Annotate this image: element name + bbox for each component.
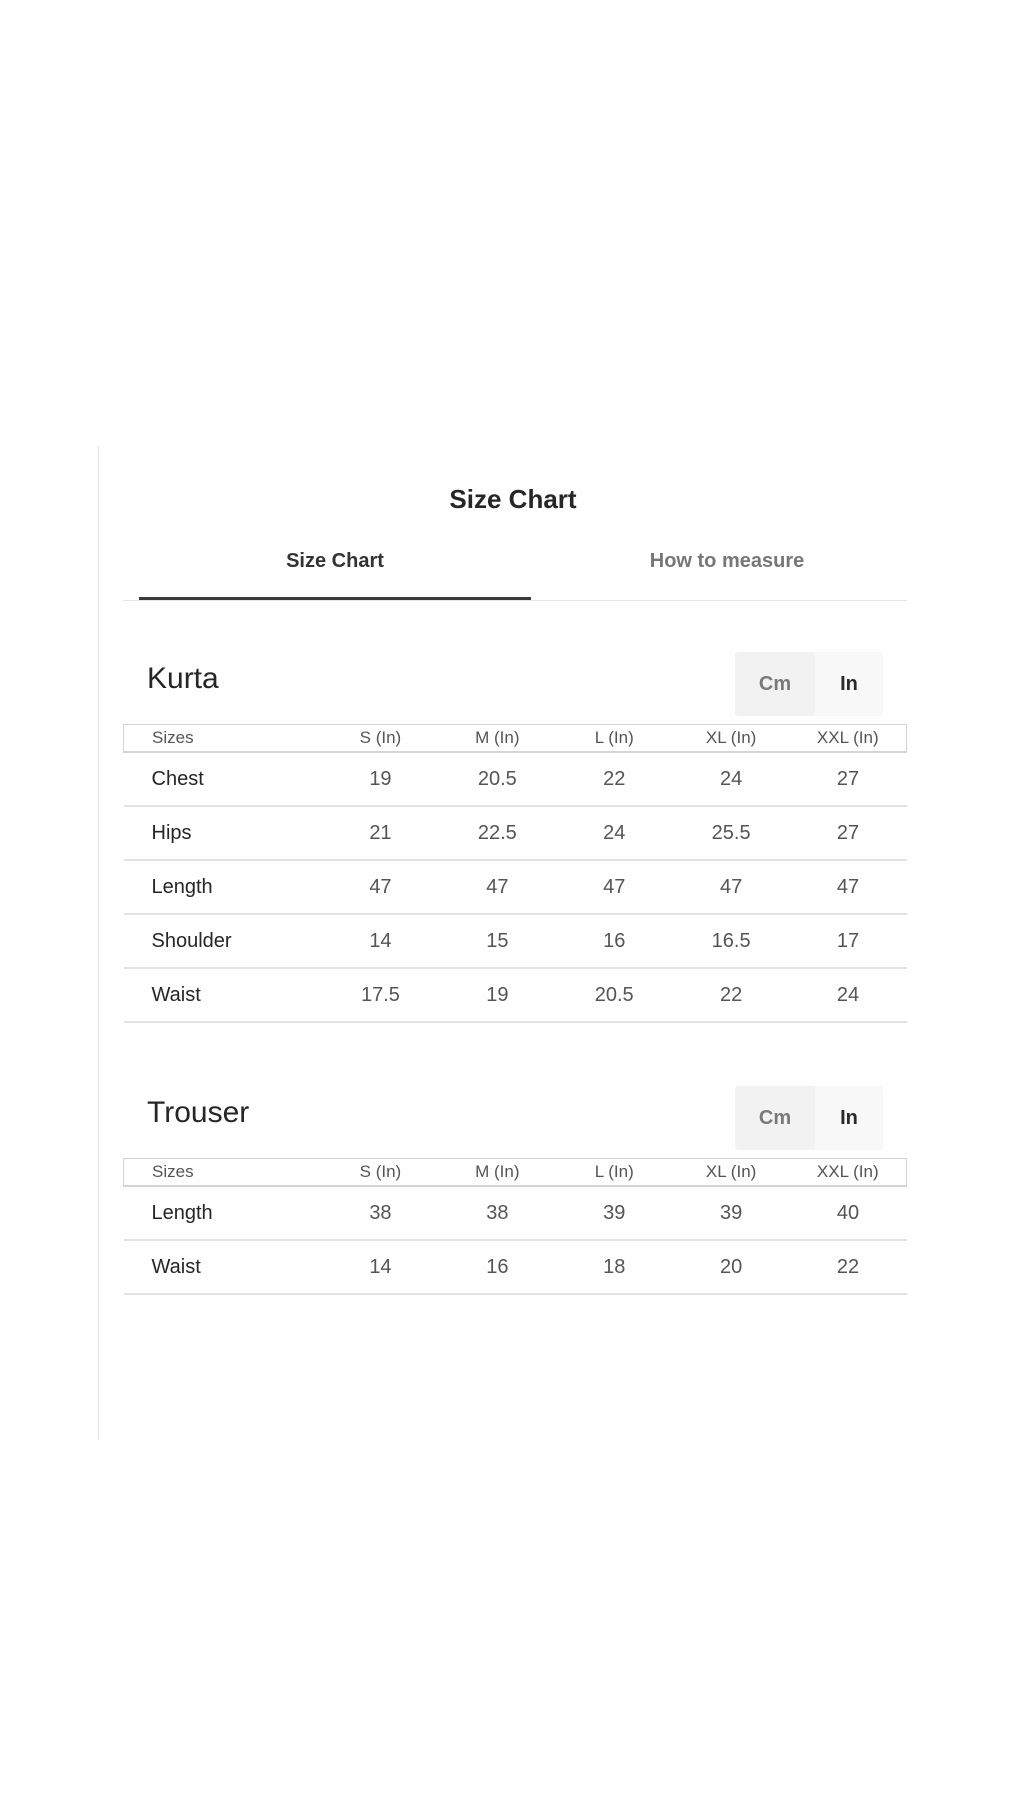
table-row [124,860,907,914]
table-cell: 47 [322,860,439,914]
table-row [124,968,907,1022]
table-cell: 15 [439,914,556,968]
table-cell: 17 [790,914,907,968]
table-cell: 38 [439,1186,556,1240]
column-header: XXL (In) [790,1159,907,1187]
column-header: Sizes [124,1159,323,1187]
table-cell: 40 [790,1186,907,1240]
table-cell: 39 [673,1186,790,1240]
column-header: XXL (In) [790,725,907,753]
table-cell: 24 [673,752,790,806]
column-header: S (In) [322,725,439,753]
column-header: XL (In) [673,725,790,753]
table-cell: 18 [556,1240,673,1294]
row-label: Waist [124,1240,323,1294]
table-cell: 19 [439,968,556,1022]
table-cell: 16 [556,914,673,968]
column-header: M (In) [439,725,556,753]
table-cell: 22 [790,1240,907,1294]
table-cell: 24 [790,968,907,1022]
unit-cm-button[interactable]: Cm [735,1086,815,1150]
unit-in-button[interactable]: In [815,652,883,716]
table-cell: 20.5 [556,968,673,1022]
trouser-section [123,1072,907,1295]
table-row [124,914,907,968]
table-header-row [124,1159,907,1187]
table-cell: 21 [322,806,439,860]
row-label: Chest [124,752,323,806]
table-cell: 22.5 [439,806,556,860]
column-header: S (In) [322,1159,439,1187]
table-cell: 14 [322,914,439,968]
table-cell: 39 [556,1186,673,1240]
page-title: Size Chart [449,484,577,514]
table-cell: 27 [790,752,907,806]
trouser-header [123,1072,907,1158]
table-cell: 14 [322,1240,439,1294]
unit-toggle [735,1086,883,1150]
row-label: Length [124,860,323,914]
table-cell: 25.5 [673,806,790,860]
column-header: L (In) [556,1159,673,1187]
table-cell: 20 [673,1240,790,1294]
table-cell: 20.5 [439,752,556,806]
row-label: Hips [124,806,323,860]
kurta-section [123,638,907,1023]
trouser-size-table [123,1158,907,1295]
column-header: Sizes [124,725,323,753]
table-cell: 24 [556,806,673,860]
table-cell: 22 [556,752,673,806]
column-header: L (In) [556,725,673,753]
size-chart-panel [98,446,927,1440]
column-header: M (In) [439,1159,556,1187]
column-header: XL (In) [673,1159,790,1187]
table-cell: 22 [673,968,790,1022]
tab-bar [123,546,907,601]
row-label: Shoulder [124,914,323,968]
unit-cm-button[interactable]: Cm [735,652,815,716]
table-row [124,1186,907,1240]
table-cell: 27 [790,806,907,860]
table-row [124,1240,907,1294]
kurta-header [123,638,907,724]
table-cell: 19 [322,752,439,806]
unit-in-button[interactable]: In [815,1086,883,1150]
unit-toggle [735,652,883,716]
table-cell: 17.5 [322,968,439,1022]
tab-size-chart[interactable]: Size Chart [139,546,531,600]
table-cell: 16 [439,1240,556,1294]
row-label: Length [124,1186,323,1240]
table-cell: 16.5 [673,914,790,968]
table-cell: 47 [673,860,790,914]
kurta-size-table [123,724,907,1023]
table-header-row [124,725,907,753]
table-row [124,752,907,806]
tab-how-to-measure[interactable]: How to measure [649,550,805,572]
table-cell: 47 [439,860,556,914]
table-row [124,806,907,860]
section-title-kurta: Kurta [147,662,219,695]
table-cell: 38 [322,1186,439,1240]
section-title-trouser: Trouser [147,1096,250,1129]
row-label: Waist [124,968,323,1022]
table-cell: 47 [556,860,673,914]
table-cell: 47 [790,860,907,914]
